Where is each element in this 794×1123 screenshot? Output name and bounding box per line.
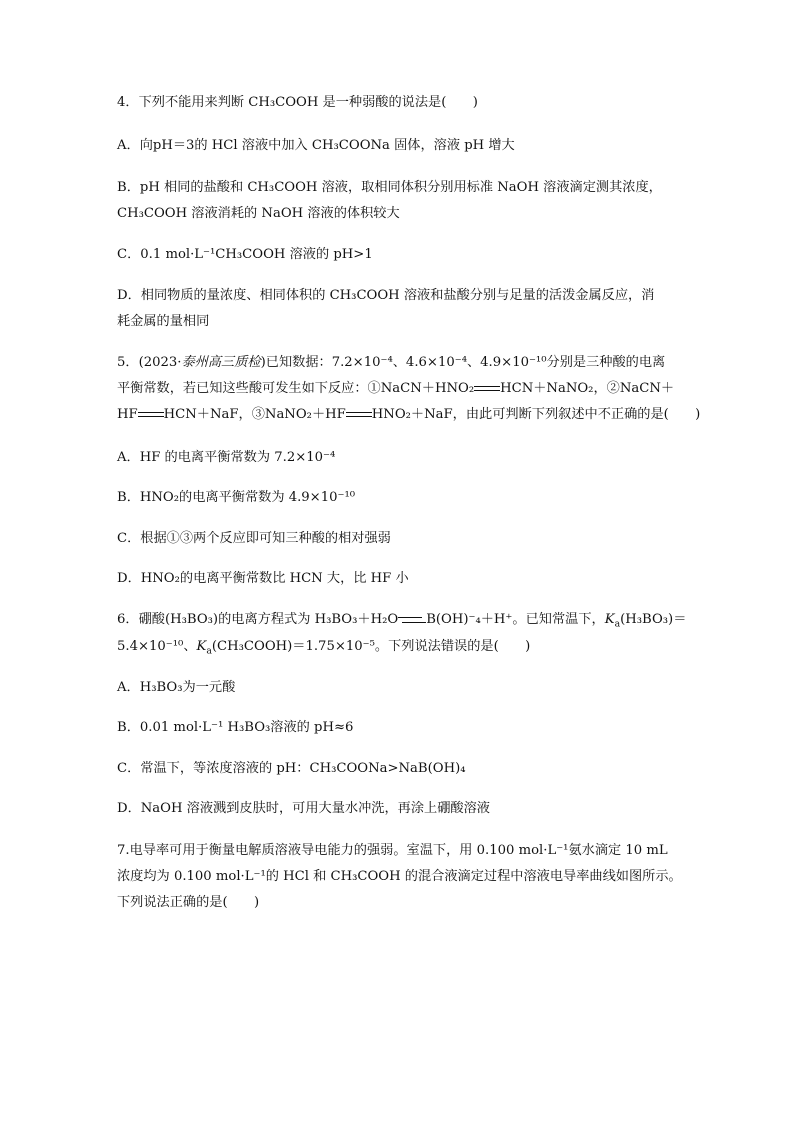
q4-option-c: C．0.1 mol·L⁻¹CH₃COOH 溶液的 pH>1 xyxy=(117,247,373,262)
q5-number: 5．(2023· xyxy=(117,355,182,370)
q5-stem-line3 xyxy=(117,405,700,425)
reversible-arrow-icon xyxy=(398,616,426,624)
ka-subscript: a xyxy=(206,645,212,657)
q6-stem-line2 xyxy=(117,637,530,657)
q5-reaction-2-right: HCN＋NaF，③NaNO₂＋HF xyxy=(163,407,346,422)
q6-equation-right: B(OH)⁻₄＋H⁺。已知常温下， xyxy=(426,612,605,627)
q6-stem-line1-end: (H₃BO₃)＝ xyxy=(620,612,687,627)
q5-option-d: D．HNO₂的电离平衡常数比 HCN 大，比 HF 小 xyxy=(117,571,409,586)
q7-stem-line1: 7.电导率可用于衡量电解质溶液导电能力的强弱。室温下，用 0.100 mol·L⁻¹氨水滴定 10 mL xyxy=(117,843,668,858)
q5-option-b: B．HNO₂的电离平衡常数为 4.9×10⁻¹⁰ xyxy=(117,490,356,505)
q7-stem-line3: 下列说法正确的是( ) xyxy=(117,895,260,910)
q6-option-c: C．常温下，等浓度溶液的 pH：CH₃COONa>NaB(OH)₄ xyxy=(117,761,466,776)
q6-option-a: A．H₃BO₃为一元酸 xyxy=(117,680,236,695)
equals-arrow-icon xyxy=(346,411,372,418)
q5-reaction-1-left: 平衡常数，若已知这些酸可发生如下反应：①NaCN＋HNO₂ xyxy=(117,381,475,396)
q4-option-d-line2: 耗金属的量相同 xyxy=(117,314,210,329)
q5-option-a: A．HF 的电离平衡常数为 7.2×10⁻⁴ xyxy=(117,450,336,465)
q4-stem: 4．下列不能用来判断 CH₃COOH 是一种弱酸的说法是( ) xyxy=(117,95,478,110)
q6-stem-line1 xyxy=(117,610,686,630)
q5-option-c: C．根据①③两个反应即可知三种酸的相对强弱 xyxy=(117,531,391,546)
q4-option-b-line1: B．pH 相同的盐酸和 CH₃COOH 溶液，取相同体积分别用标准 NaOH 溶液滴定测其浓度， xyxy=(117,180,662,195)
q4-option-d-line1: D．相同物质的量浓度、相同体积的 CH₃COOH 溶液和盐酸分别与足量的活泼金属反应，消 xyxy=(117,288,655,303)
q6-stem-line2-end: (CH₃COOH)＝1.75×10⁻⁵。下列说法错误的是( ) xyxy=(211,639,531,654)
equals-arrow-icon xyxy=(138,411,164,418)
q4-option-b-line2: CH₃COOH 溶液消耗的 NaOH 溶液的体积较大 xyxy=(117,206,400,221)
q6-ka-value: 5.4×10⁻¹⁰、 xyxy=(117,639,197,654)
q6-equation-left: 6．硼酸(H₃BO₃)的电离方程式为 H₃BO₃＋H₂O xyxy=(117,612,399,627)
ka-subscript: a xyxy=(614,618,621,630)
q5-reaction-2-left: HF xyxy=(117,407,138,422)
q6-option-b: B．0.01 mol·L⁻¹ H₃BO₃溶液的 pH≈6 xyxy=(117,720,354,735)
ka-symbol: K xyxy=(196,639,207,654)
q5-reaction-1-right: HCN＋NaNO₂，②NaCN＋ xyxy=(500,381,675,396)
q5-source: 泰州高三质检 xyxy=(181,355,261,370)
q5-stem-line2 xyxy=(117,379,674,399)
q4-option-a: A．向pH＝3的 HCl 溶液中加入 CH₃COONa 固体，溶液 pH 增大 xyxy=(117,138,515,153)
ka-symbol: K xyxy=(604,612,615,627)
q5-reaction-3-right: HNO₂＋NaF，由此可判断下列叙述中不正确的是( ) xyxy=(371,407,701,422)
q5-stem-line1 xyxy=(117,353,665,373)
q6-option-d: D．NaOH 溶液溅到皮肤时，可用大量水冲洗，再涂上硼酸溶液 xyxy=(117,801,490,816)
equals-arrow-icon xyxy=(474,385,500,392)
q7-stem-line2: 浓度均为 0.100 mol·L⁻¹的 HCl 和 CH₃COOH 的混合液滴定过程中溶液电导率曲线如图所示。 xyxy=(117,869,682,884)
q5-stem-rest: )已知数据：7.2×10⁻⁴、4.6×10⁻⁴、4.9×10⁻¹⁰分别是三种酸的电离 xyxy=(260,355,666,370)
